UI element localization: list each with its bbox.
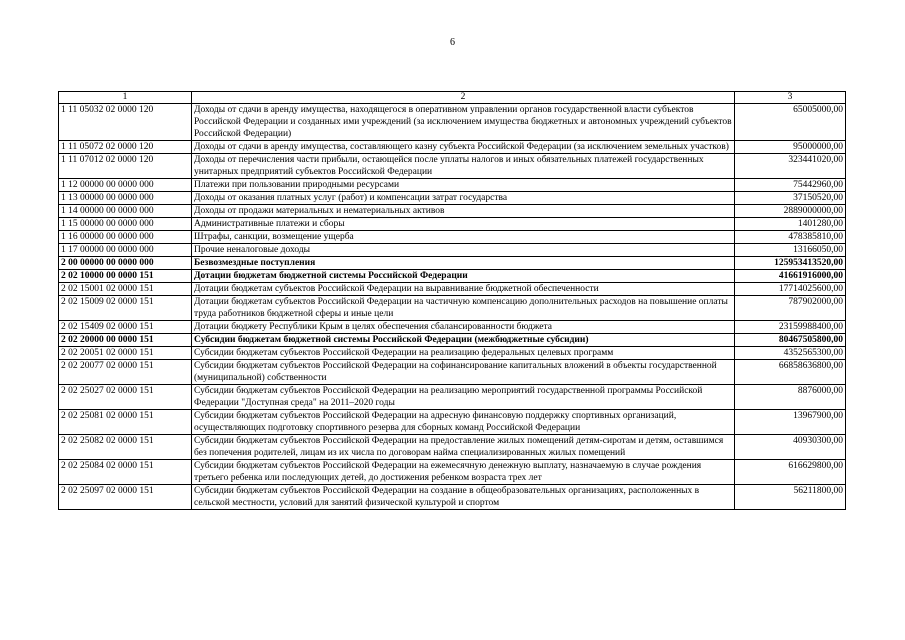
revenue-name-cell: Субсидии бюджетам субъектов Российской Федерации на создание в общеобразовательных организациях, расположенных в сельской местности, условий для занятий физической культурой и спортом	[192, 485, 735, 510]
classification-code-cell: 2 02 15009 02 0000 151	[59, 296, 192, 321]
amount-cell: 65005000,00	[735, 104, 846, 141]
table-body	[59, 104, 846, 510]
classification-code-cell: 1 12 00000 00 0000 000	[59, 179, 192, 192]
amount-cell: 41661916000,00	[735, 270, 846, 283]
revenue-name-cell: Субсидии бюджетам субъектов Российской Федерации на ежемесячную денежную выплату, назначаемую в случае рождения третьего ребенка или последующих детей, до достижения ребенком возраста трех лет	[192, 460, 735, 485]
amount-cell: 95000000,00	[735, 141, 846, 154]
classification-code-cell: 2 02 15409 02 0000 151	[59, 321, 192, 334]
table-row	[59, 321, 846, 334]
revenue-name-cell: Доходы от продажи материальных и нематериальных активов	[192, 205, 735, 218]
table-row	[59, 192, 846, 205]
table-row	[59, 218, 846, 231]
classification-code-cell: 1 13 00000 00 0000 000	[59, 192, 192, 205]
amount-cell: 40930300,00	[735, 435, 846, 460]
classification-code-cell: 1 11 05072 02 0000 120	[59, 141, 192, 154]
classification-code-cell: 2 02 25027 02 0000 151	[59, 385, 192, 410]
classification-code-cell: 1 11 05032 02 0000 120	[59, 104, 192, 141]
table-row	[59, 270, 846, 283]
revenue-name-cell: Доходы от оказания платных услуг (работ) и компенсации затрат государства	[192, 192, 735, 205]
classification-code-cell: 2 02 25097 02 0000 151	[59, 485, 192, 510]
amount-cell: 66858636800,00	[735, 360, 846, 385]
revenue-name-cell: Дотации бюджетам субъектов Российской Федерации на частичную компенсацию дополнительных расходов на повышение оплаты труда работников бюджетной сферы и иные цели	[192, 296, 735, 321]
amount-cell: 323441020,00	[735, 154, 846, 179]
revenue-name-cell: Доходы от сдачи в аренду имущества, составляющего казну субъекта Российской Федерации (за исключением земельных участков)	[192, 141, 735, 154]
table-row	[59, 485, 846, 510]
amount-cell: 125953413520,00	[735, 257, 846, 270]
table-row	[59, 460, 846, 485]
column-header-code: 1	[59, 92, 192, 104]
revenue-name-cell: Субсидии бюджетам субъектов Российской Федерации на реализацию мероприятий государственной программы Российской Федерации "Доступная среда" на 2011–2020 годы	[192, 385, 735, 410]
table-header-row	[59, 92, 846, 104]
classification-code-cell: 2 02 20051 02 0000 151	[59, 347, 192, 360]
revenue-name-cell: Субсидии бюджетам субъектов Российской Федерации на адресную финансовую поддержку спортивных организаций, осуществляющих подготовку спортивного резерва для сборных команд Российской Федерации	[192, 410, 735, 435]
revenue-name-cell: Платежи при пользовании природными ресурсами	[192, 179, 735, 192]
table-row	[59, 205, 846, 218]
revenue-name-cell: Субсидии бюджетам субъектов Российской Федерации на софинансирование капитальных вложений в объекты государственной (муниципальной) собственности	[192, 360, 735, 385]
revenue-name-cell: Дотации бюджету Республики Крым в целях обеспечения сбалансированности бюджета	[192, 321, 735, 334]
classification-code-cell: 1 11 07012 02 0000 120	[59, 154, 192, 179]
table-row	[59, 141, 846, 154]
table-row	[59, 179, 846, 192]
table-row	[59, 347, 846, 360]
revenue-name-cell: Дотации бюджетам бюджетной системы Российской Федерации	[192, 270, 735, 283]
amount-cell: 13166050,00	[735, 244, 846, 257]
table-row	[59, 231, 846, 244]
amount-cell: 23159988400,00	[735, 321, 846, 334]
classification-code-cell: 2 02 20077 02 0000 151	[59, 360, 192, 385]
amount-cell: 8876000,00	[735, 385, 846, 410]
revenue-name-cell: Доходы от сдачи в аренду имущества, находящегося в оперативном управлении органов государственной власти субъектов Российской Федерации и созданных ими учреждений (за исключением имущества бюджетных и автономных учреждений субъектов Российской Федерации)	[192, 104, 735, 141]
classification-code-cell: 2 00 00000 00 0000 000	[59, 257, 192, 270]
classification-code-cell: 1 17 00000 00 0000 000	[59, 244, 192, 257]
classification-code-cell: 2 02 25082 02 0000 151	[59, 435, 192, 460]
classification-code-cell: 1 15 00000 00 0000 000	[59, 218, 192, 231]
table-row	[59, 385, 846, 410]
table-row	[59, 283, 846, 296]
amount-cell: 616629800,00	[735, 460, 846, 485]
budget-revenue-table	[58, 91, 846, 510]
revenue-name-cell: Субсидии бюджетам бюджетной системы Российской Федерации (межбюджетные субсидии)	[192, 334, 735, 347]
amount-cell: 56211800,00	[735, 485, 846, 510]
table-row	[59, 360, 846, 385]
table-row	[59, 410, 846, 435]
amount-cell: 4352565300,00	[735, 347, 846, 360]
revenue-name-cell: Доходы от перечисления части прибыли, остающейся после уплаты налогов и иных обязательных платежей государственных унитарных предприятий субъектов Российской Федерации	[192, 154, 735, 179]
revenue-name-cell: Административные платежи и сборы	[192, 218, 735, 231]
amount-cell: 80467505800,00	[735, 334, 846, 347]
table-row	[59, 296, 846, 321]
classification-code-cell: 2 02 20000 00 0000 151	[59, 334, 192, 347]
page-number: 6	[450, 37, 455, 48]
revenue-name-cell: Дотации бюджетам субъектов Российской Федерации на выравнивание бюджетной обеспеченности	[192, 283, 735, 296]
column-header-amount: 3	[735, 92, 846, 104]
table-row	[59, 244, 846, 257]
revenue-name-cell: Безвозмездные поступления	[192, 257, 735, 270]
table-row	[59, 435, 846, 460]
amount-cell: 37150520,00	[735, 192, 846, 205]
amount-cell: 17714025600,00	[735, 283, 846, 296]
amount-cell: 478385810,00	[735, 231, 846, 244]
amount-cell: 1401280,00	[735, 218, 846, 231]
classification-code-cell: 2 02 15001 02 0000 151	[59, 283, 192, 296]
revenue-name-cell: Субсидии бюджетам субъектов Российской Федерации на реализацию федеральных целевых программ	[192, 347, 735, 360]
table-row	[59, 104, 846, 141]
classification-code-cell: 2 02 25084 02 0000 151	[59, 460, 192, 485]
table-row	[59, 334, 846, 347]
classification-code-cell: 2 02 10000 00 0000 151	[59, 270, 192, 283]
table-row	[59, 154, 846, 179]
revenue-name-cell: Субсидии бюджетам субъектов Российской Федерации на предоставление жилых помещений детям-сиротам и детям, оставшимся без попечения родителей, лицам из их числа по договорам найма специализированных жилых помещений	[192, 435, 735, 460]
amount-cell: 13967900,00	[735, 410, 846, 435]
amount-cell: 787902000,00	[735, 296, 846, 321]
column-header-name: 2	[192, 92, 735, 104]
amount-cell: 75442960,00	[735, 179, 846, 192]
revenue-name-cell: Прочие неналоговые доходы	[192, 244, 735, 257]
classification-code-cell: 1 14 00000 00 0000 000	[59, 205, 192, 218]
classification-code-cell: 1 16 00000 00 0000 000	[59, 231, 192, 244]
table-row	[59, 257, 846, 270]
revenue-name-cell: Штрафы, санкции, возмещение ущерба	[192, 231, 735, 244]
classification-code-cell: 2 02 25081 02 0000 151	[59, 410, 192, 435]
amount-cell: 2889000000,00	[735, 205, 846, 218]
